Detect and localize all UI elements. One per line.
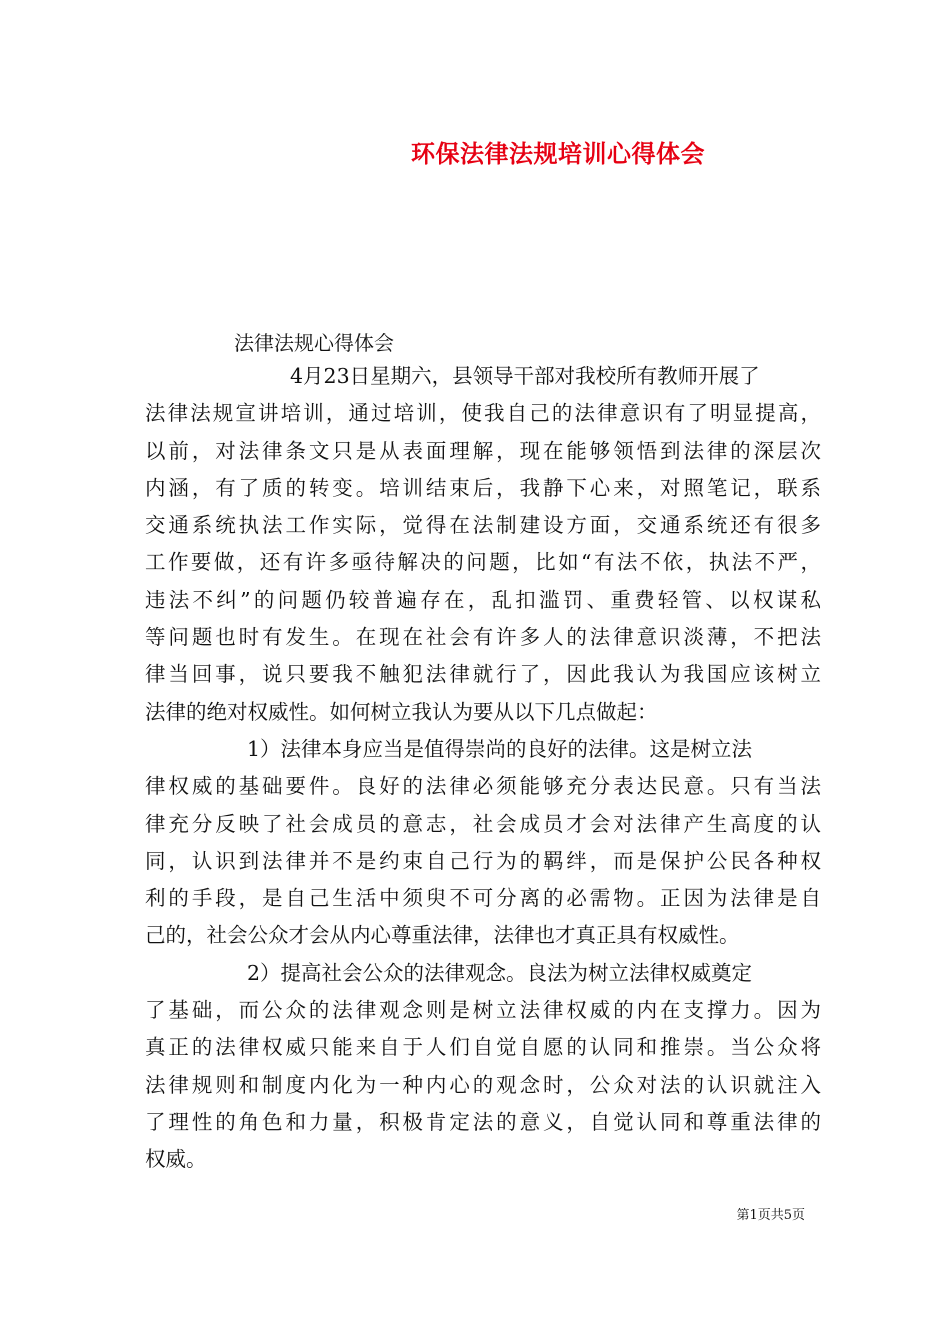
paragraph-point-1 — [145, 731, 821, 955]
paragraph-point-2 — [145, 955, 821, 1179]
text-line: 1）法律本身应当是值得崇尚的良好的法律。这是树立法 — [247, 736, 753, 761]
text-line: 利的手段，是自己生活中须臾不可分离的必需物。正因为法律是自 — [145, 886, 821, 911]
text-line: 律权威的基础要件。良好的法律必须能够充分表达民意。只有当法 — [145, 774, 821, 799]
text-line: 律当回事，说只要我不触犯法律就行了，因此我认为我国应该树立 — [145, 662, 821, 687]
text-line: 内涵，有了质的转变。培训结束后，我静下心来，对照笔记，联系 — [145, 475, 821, 500]
text-line: 了基础，而公众的法律观念则是树立法律权威的内在支撑力。因为 — [145, 998, 821, 1023]
text-line: 等问题也时有发生。在现在社会有许多人的法律意识淡薄，不把法 — [145, 625, 821, 650]
text-line: 同，认识到法律并不是约束自己行为的羁绊，而是保护公民各种权 — [145, 848, 821, 873]
page-number: 第1页共5页 — [736, 1208, 805, 1223]
text-line: 交通系统执法工作实际，觉得在法制建设方面，交通系统还有很多 — [145, 513, 821, 538]
text-line: 真正的法律权威只能来自于人们自觉自愿的认同和推崇。当公众将 — [145, 1035, 821, 1060]
text-line: 了理性的角色和力量，积极肯定法的意义，自觉认同和尊重法律的 — [145, 1109, 821, 1134]
document-title: 环保法律法规培训心得体会 — [411, 139, 705, 168]
text-line: 违法不纠”的问题仍较普遍存在，乱扣滥罚、重费轻管、以权谋私 — [145, 587, 821, 612]
text-line: 工作要做，还有许多亟待解决的问题，比如“有法不依，执法不严， — [145, 550, 821, 575]
text-line: 以前，对法律条文只是从表面理解，现在能够领悟到法律的深层次 — [145, 438, 821, 463]
text-line: 2）提高社会公众的法律观念。良法为树立法律权威奠定 — [247, 960, 753, 985]
paragraph-intro — [145, 358, 821, 731]
text-line: 法律规则和制度内化为一种内心的观念时，公众对法的认识就注入 — [145, 1072, 821, 1097]
text-line: 权威。 — [145, 1147, 207, 1172]
text-line: 法律法规宣讲培训，通过培训，使我自己的法律意识有了明显提高， — [145, 401, 821, 426]
text-line: 律充分反映了社会成员的意志，社会成员才会对法律产生高度的认 — [145, 811, 821, 836]
text-line: 法律的绝对权威性。如何树立我认为要从以下几点做起： — [145, 699, 658, 724]
text-line: 4月23日星期六，县领导干部对我校所有教师开展了 — [290, 364, 760, 388]
document-subtitle: 法律法规心得体会 — [234, 331, 394, 355]
document-body — [145, 358, 821, 1179]
text-line: 己的，社会公众才会从内心尊重法律，法律也才真正具有权威性。 — [145, 923, 740, 948]
